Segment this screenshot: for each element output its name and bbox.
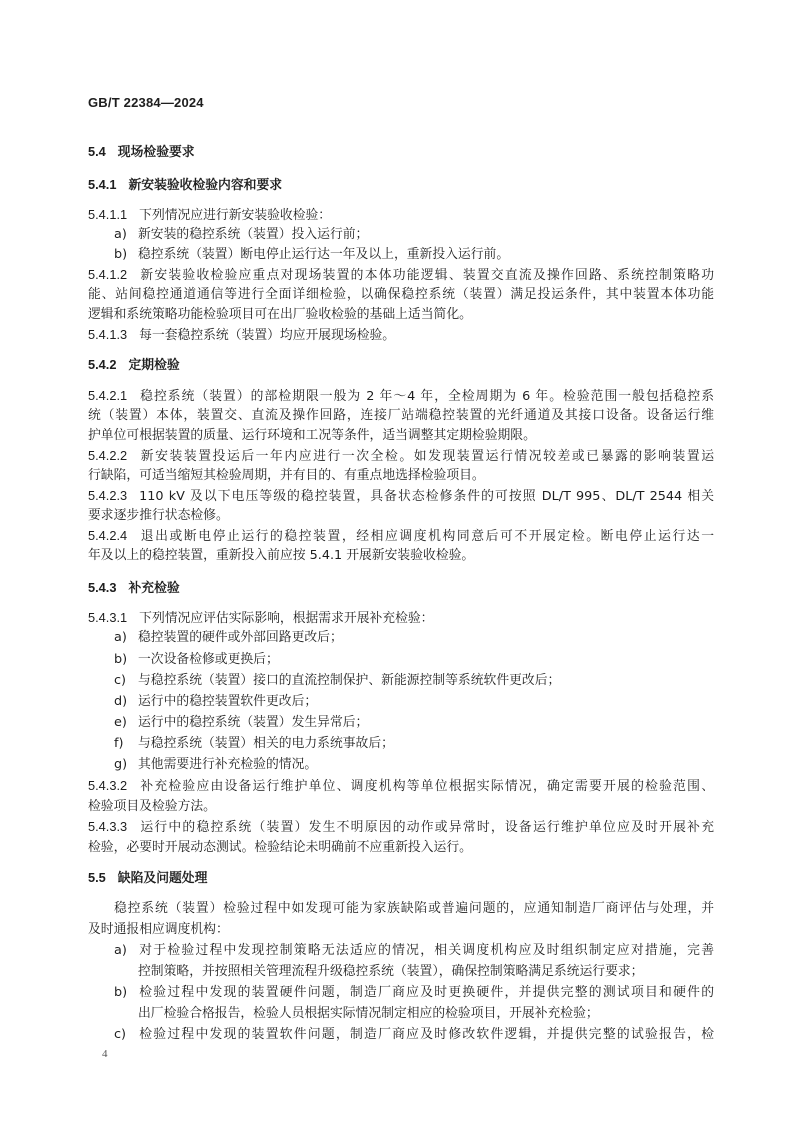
paragraph-text-line: 及时通报相应调度机构： <box>88 922 229 937</box>
clause-text-line: 逻辑和系统策略功能检验项目可在出厂验收检验的基础上适当简化。 <box>88 307 472 322</box>
list-item: d) 运行中的稳控装置软件更改后； <box>114 694 318 709</box>
list-item-continuation: 控制策略，并按照相关管理流程升级稳控系统（装置），确保控制策略满足系统运行要求； <box>138 964 644 979</box>
clause-5-4-3-3: 5.4.3.3 运行中的稳控系统（装置）发生不明原因的动作或异常时，设备运行维护单位应及时开展补充 <box>88 819 714 835</box>
list-item: c) 检验过程中发现的装置软件问题，制造厂商应及时修改软件逻辑，并提供完整的试验报告，检 <box>114 1027 714 1042</box>
clause-5-4-1-1: 5.4.1.1 下列情况应进行新安装验收检验： <box>88 207 332 223</box>
list-item: g) 其他需要进行补充检验的情况。 <box>114 757 318 772</box>
clause-text-line: 年及以上的稳控装置，重新投入前应按 5.4.1 开展新安装验收检验。 <box>88 548 475 563</box>
clause-5-4-1-2: 5.4.1.2 新安装验收检验应重点对现场装置的本体功能逻辑、装置交直流及操作回路、系统控制策略功 <box>88 267 714 283</box>
list-item: b) 检验过程中发现的装置硬件问题，制造厂商应及时更换硬件，并提供完整的测试项目和硬件的 <box>114 985 714 1000</box>
paragraph-5-5-intro: 稳控系统（装置）检验过程中如发现可能为家族缺陷或普遍问题的，应通知制造厂商评估与处理，并 <box>114 901 714 916</box>
standard-code: GB/T 22384—2024 <box>88 95 204 110</box>
list-item: a) 新安装的稳控系统（装置）投入运行前； <box>114 227 369 242</box>
section-heading-5-4-3: 5.4.3 补充检验 <box>88 580 180 596</box>
clause-5-4-2-2: 5.4.2.2 新安装装置投运后一年内应进行一次全检。如发现装置运行情况较差或已暴露的影响装置运 <box>88 448 714 464</box>
clause-text-line: 行缺陷，可适当缩短其检验周期，并有目的、有重点地选择检验项目。 <box>88 468 485 483</box>
list-item: a) 对于检验过程中发现控制策略无法适应的情况，相关调度机构应及时组织制定应对措施，完善 <box>114 943 714 958</box>
clause-5-4-2-4: 5.4.2.4 退出或断电停止运行的稳控装置，经相应调度机构同意后可不开展定检。断电停止运行达一 <box>88 528 714 544</box>
section-heading-5-4-1: 5.4.1 新安装验收检验内容和要求 <box>88 177 283 193</box>
list-item: c) 与稳控系统（装置）接口的直流控制保护、新能源控制等系统软件更改后； <box>114 673 561 688</box>
list-item: b) 一次设备检修或更换后； <box>114 652 279 667</box>
clause-5-4-2-1: 5.4.2.1 稳控系统（装置）的部检期限一般为 2 年～4 年，全检周期为 6 年。检验范围一般包括稳控系 <box>88 388 714 404</box>
clause-5-4-3-2: 5.4.3.2 补充检验应由设备运行维护单位、调度机构等单位根据实际情况，确定需要开展的检验范围、 <box>88 778 714 794</box>
list-item: f) 与稳控系统（装置）相关的电力系统事故后； <box>114 736 394 751</box>
clause-text-line: 统（装置）本体，装置交、直流及操作回路，连接厂站端稳控装置的光纤通道及其接口设备。设备运行维 <box>88 408 714 423</box>
clause-text-line: 检验项目及检验方法。 <box>88 799 216 814</box>
clause-text-line: 护单位可根据装置的质量、运行环境和工况等条件，适当调整其定期检验期限。 <box>88 428 536 443</box>
clause-text-line: 能、站间稳控通道通信等进行全面详细检验，以确保稳控系统（装置）满足投运条件，其中装置本体功能 <box>88 287 714 302</box>
section-heading-5-4: 5.4 现场检验要求 <box>88 144 195 160</box>
list-item: e) 运行中的稳控系统（装置）发生异常后； <box>114 715 369 730</box>
page-number: 4 <box>102 1048 108 1060</box>
section-heading-5-4-2: 5.4.2 定期检验 <box>88 357 180 373</box>
list-item-continuation: 出厂检验合格报告，检验人员根据实际情况制定相应的检验项目，开展补充检验； <box>138 1006 599 1021</box>
list-item: a) 稳控装置的硬件或外部回路更改后； <box>114 630 343 645</box>
section-heading-5-5: 5.5 缺陷及问题处理 <box>88 870 208 886</box>
clause-5-4-1-3: 5.4.1.3 每一套稳控系统（装置）均应开展现场检验。 <box>88 327 396 343</box>
list-item: b) 稳控系统（装置）断电停止运行达一年及以上，重新投入运行前。 <box>114 247 510 262</box>
clause-5-4-3-1: 5.4.3.1 下列情况应评估实际影响，根据需求开展补充检验： <box>88 610 434 626</box>
clause-text-line: 要求逐步推行状态检修。 <box>88 508 229 523</box>
clause-text-line: 检验，必要时开展动态测试。检验结论未明确前不应重新投入运行。 <box>88 840 472 855</box>
clause-5-4-2-3: 5.4.2.3 110 kV 及以下电压等级的稳控装置，具备状态检修条件的可按照 DL/T 995、DL/T 2544 相关 <box>88 488 714 504</box>
